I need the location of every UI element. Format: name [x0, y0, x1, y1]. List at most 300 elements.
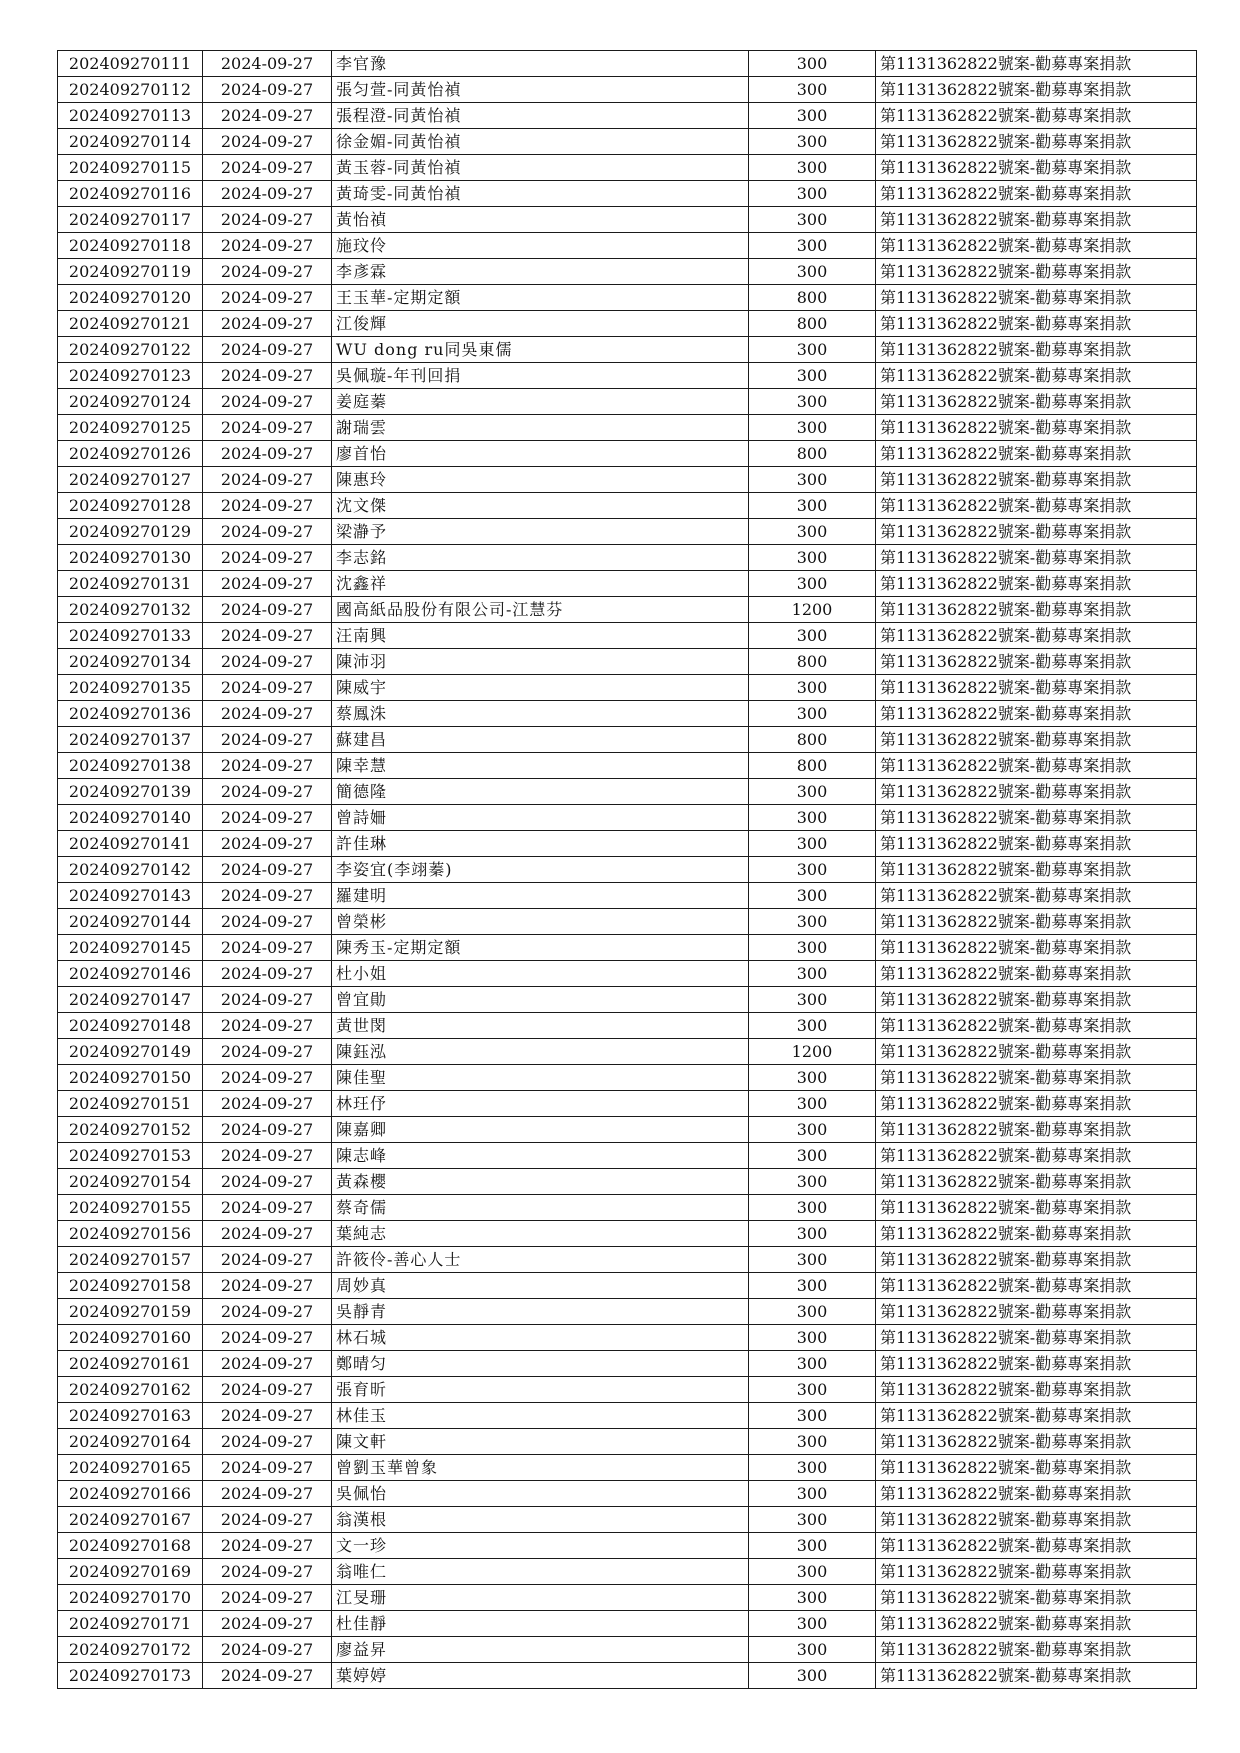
purpose-cell: 第1131362822號案-勸募專案捐款 — [876, 311, 1197, 337]
receipt-number-cell: 202409270151 — [58, 1091, 203, 1117]
donor-name-cell: 江旻珊 — [332, 1585, 749, 1611]
table-row — [58, 623, 1197, 649]
receipt-number-cell: 202409270136 — [58, 701, 203, 727]
receipt-number-cell: 202409270145 — [58, 935, 203, 961]
purpose-cell: 第1131362822號案-勸募專案捐款 — [876, 441, 1197, 467]
purpose-cell: 第1131362822號案-勸募專案捐款 — [876, 649, 1197, 675]
donor-name-cell: 杜小姐 — [332, 961, 749, 987]
donation-date-cell: 2024-09-27 — [203, 1169, 332, 1195]
donation-date-cell: 2024-09-27 — [203, 77, 332, 103]
donor-name-cell: 林石城 — [332, 1325, 749, 1351]
purpose-cell: 第1131362822號案-勸募專案捐款 — [876, 935, 1197, 961]
donor-name-cell: 林玨伃 — [332, 1091, 749, 1117]
amount-cell: 300 — [749, 805, 876, 831]
table-row — [58, 1585, 1197, 1611]
purpose-cell: 第1131362822號案-勸募專案捐款 — [876, 1013, 1197, 1039]
amount-cell: 800 — [749, 753, 876, 779]
donor-name-cell: 許筱伶-善心人士 — [332, 1247, 749, 1273]
purpose-cell: 第1131362822號案-勸募專案捐款 — [876, 675, 1197, 701]
table-row — [58, 1325, 1197, 1351]
receipt-number-cell: 202409270124 — [58, 389, 203, 415]
donation-date-cell: 2024-09-27 — [203, 623, 332, 649]
donation-date-cell: 2024-09-27 — [203, 181, 332, 207]
table-row — [58, 1377, 1197, 1403]
purpose-cell: 第1131362822號案-勸募專案捐款 — [876, 1585, 1197, 1611]
amount-cell: 300 — [749, 779, 876, 805]
receipt-number-cell: 202409270131 — [58, 571, 203, 597]
receipt-number-cell: 202409270148 — [58, 1013, 203, 1039]
donation-date-cell: 2024-09-27 — [203, 831, 332, 857]
amount-cell: 300 — [749, 1273, 876, 1299]
receipt-number-cell: 202409270143 — [58, 883, 203, 909]
table-row — [58, 571, 1197, 597]
donation-date-cell: 2024-09-27 — [203, 1455, 332, 1481]
receipt-number-cell: 202409270133 — [58, 623, 203, 649]
donor-name-cell: 曾宜勛 — [332, 987, 749, 1013]
purpose-cell: 第1131362822號案-勸募專案捐款 — [876, 831, 1197, 857]
amount-cell: 800 — [749, 285, 876, 311]
receipt-number-cell: 202409270113 — [58, 103, 203, 129]
donation-date-cell: 2024-09-27 — [203, 701, 332, 727]
table-row — [58, 1247, 1197, 1273]
donation-date-cell: 2024-09-27 — [203, 415, 332, 441]
table-row — [58, 1403, 1197, 1429]
amount-cell: 300 — [749, 1299, 876, 1325]
table-row — [58, 753, 1197, 779]
purpose-cell: 第1131362822號案-勸募專案捐款 — [876, 1247, 1197, 1273]
amount-cell: 300 — [749, 909, 876, 935]
receipt-number-cell: 202409270118 — [58, 233, 203, 259]
amount-cell: 300 — [749, 545, 876, 571]
donation-date-cell: 2024-09-27 — [203, 337, 332, 363]
donation-date-cell: 2024-09-27 — [203, 129, 332, 155]
donation-date-cell: 2024-09-27 — [203, 779, 332, 805]
purpose-cell: 第1131362822號案-勸募專案捐款 — [876, 1169, 1197, 1195]
table-row — [58, 259, 1197, 285]
donation-date-cell: 2024-09-27 — [203, 857, 332, 883]
purpose-cell: 第1131362822號案-勸募專案捐款 — [876, 1065, 1197, 1091]
donation-date-cell: 2024-09-27 — [203, 883, 332, 909]
donor-name-cell: 陳佳聖 — [332, 1065, 749, 1091]
receipt-number-cell: 202409270120 — [58, 285, 203, 311]
receipt-number-cell: 202409270111 — [58, 51, 203, 77]
donation-date-cell: 2024-09-27 — [203, 961, 332, 987]
purpose-cell: 第1131362822號案-勸募專案捐款 — [876, 1195, 1197, 1221]
donation-date-cell: 2024-09-27 — [203, 1065, 332, 1091]
purpose-cell: 第1131362822號案-勸募專案捐款 — [876, 1117, 1197, 1143]
table-row — [58, 207, 1197, 233]
donor-name-cell: 廖益昇 — [332, 1637, 749, 1663]
donor-name-cell: WU dong ru同吳東儒 — [332, 337, 749, 363]
donor-name-cell: 梁瀞予 — [332, 519, 749, 545]
table-row — [58, 1117, 1197, 1143]
donation-date-cell: 2024-09-27 — [203, 987, 332, 1013]
donation-date-cell: 2024-09-27 — [203, 1247, 332, 1273]
donor-name-cell: 葉婷婷 — [332, 1663, 749, 1689]
amount-cell: 300 — [749, 701, 876, 727]
donor-name-cell: 沈文傑 — [332, 493, 749, 519]
donation-date-cell: 2024-09-27 — [203, 1091, 332, 1117]
receipt-number-cell: 202409270171 — [58, 1611, 203, 1637]
donation-date-cell: 2024-09-27 — [203, 1117, 332, 1143]
donation-date-cell: 2024-09-27 — [203, 51, 332, 77]
table-row — [58, 77, 1197, 103]
table-row — [58, 675, 1197, 701]
donation-date-cell: 2024-09-27 — [203, 909, 332, 935]
purpose-cell: 第1131362822號案-勸募專案捐款 — [876, 1637, 1197, 1663]
donor-name-cell: 陳志峰 — [332, 1143, 749, 1169]
donor-name-cell: 翁唯仁 — [332, 1559, 749, 1585]
purpose-cell: 第1131362822號案-勸募專案捐款 — [876, 597, 1197, 623]
donor-name-cell: 曾榮彬 — [332, 909, 749, 935]
amount-cell: 300 — [749, 493, 876, 519]
donation-date-cell: 2024-09-27 — [203, 1507, 332, 1533]
amount-cell: 300 — [749, 1091, 876, 1117]
table-row — [58, 1039, 1197, 1065]
purpose-cell: 第1131362822號案-勸募專案捐款 — [876, 623, 1197, 649]
donation-date-cell: 2024-09-27 — [203, 1585, 332, 1611]
donor-name-cell: 姜庭蓁 — [332, 389, 749, 415]
donor-name-cell: 蔡奇儒 — [332, 1195, 749, 1221]
purpose-cell: 第1131362822號案-勸募專案捐款 — [876, 805, 1197, 831]
table-row — [58, 727, 1197, 753]
receipt-number-cell: 202409270121 — [58, 311, 203, 337]
purpose-cell: 第1131362822號案-勸募專案捐款 — [876, 519, 1197, 545]
donation-date-cell: 2024-09-27 — [203, 1039, 332, 1065]
donation-date-cell: 2024-09-27 — [203, 1403, 332, 1429]
donor-name-cell: 施玟伶 — [332, 233, 749, 259]
donor-name-cell: 陳幸慧 — [332, 753, 749, 779]
receipt-number-cell: 202409270156 — [58, 1221, 203, 1247]
purpose-cell: 第1131362822號案-勸募專案捐款 — [876, 337, 1197, 363]
receipt-number-cell: 202409270150 — [58, 1065, 203, 1091]
amount-cell: 300 — [749, 1663, 876, 1689]
purpose-cell: 第1131362822號案-勸募專案捐款 — [876, 857, 1197, 883]
donor-name-cell: 黃琦雯-同黃怡禎 — [332, 181, 749, 207]
amount-cell: 300 — [749, 1065, 876, 1091]
donor-name-cell: 許佳琳 — [332, 831, 749, 857]
donor-name-cell: 羅建明 — [332, 883, 749, 909]
receipt-number-cell: 202409270138 — [58, 753, 203, 779]
receipt-number-cell: 202409270135 — [58, 675, 203, 701]
donation-date-cell: 2024-09-27 — [203, 935, 332, 961]
donation-date-cell: 2024-09-27 — [203, 727, 332, 753]
donor-name-cell: 吳佩璇-年刊回捐 — [332, 363, 749, 389]
amount-cell: 300 — [749, 675, 876, 701]
receipt-number-cell: 202409270122 — [58, 337, 203, 363]
purpose-cell: 第1131362822號案-勸募專案捐款 — [876, 987, 1197, 1013]
table-row — [58, 389, 1197, 415]
purpose-cell: 第1131362822號案-勸募專案捐款 — [876, 1663, 1197, 1689]
purpose-cell: 第1131362822號案-勸募專案捐款 — [876, 1273, 1197, 1299]
amount-cell: 300 — [749, 1533, 876, 1559]
receipt-number-cell: 202409270163 — [58, 1403, 203, 1429]
table-row — [58, 285, 1197, 311]
receipt-number-cell: 202409270134 — [58, 649, 203, 675]
amount-cell: 300 — [749, 363, 876, 389]
receipt-number-cell: 202409270116 — [58, 181, 203, 207]
donor-name-cell: 陳鈺泓 — [332, 1039, 749, 1065]
donation-date-cell: 2024-09-27 — [203, 363, 332, 389]
donation-date-cell: 2024-09-27 — [203, 103, 332, 129]
donation-table-body — [58, 51, 1197, 1689]
receipt-number-cell: 202409270149 — [58, 1039, 203, 1065]
donation-date-cell: 2024-09-27 — [203, 753, 332, 779]
table-row — [58, 129, 1197, 155]
table-row — [58, 1169, 1197, 1195]
donor-name-cell: 吳佩怡 — [332, 1481, 749, 1507]
receipt-number-cell: 202409270146 — [58, 961, 203, 987]
amount-cell: 300 — [749, 77, 876, 103]
receipt-number-cell: 202409270162 — [58, 1377, 203, 1403]
receipt-number-cell: 202409270161 — [58, 1351, 203, 1377]
table-row — [58, 1637, 1197, 1663]
table-row — [58, 1221, 1197, 1247]
amount-cell: 1200 — [749, 597, 876, 623]
donor-name-cell: 黃玉蓉-同黃怡禎 — [332, 155, 749, 181]
table-row — [58, 493, 1197, 519]
amount-cell: 300 — [749, 181, 876, 207]
amount-cell: 300 — [749, 1169, 876, 1195]
table-row — [58, 831, 1197, 857]
amount-cell: 300 — [749, 103, 876, 129]
donation-date-cell: 2024-09-27 — [203, 1377, 332, 1403]
amount-cell: 300 — [749, 1325, 876, 1351]
purpose-cell: 第1131362822號案-勸募專案捐款 — [876, 389, 1197, 415]
donation-date-cell: 2024-09-27 — [203, 1429, 332, 1455]
table-row — [58, 1533, 1197, 1559]
purpose-cell: 第1131362822號案-勸募專案捐款 — [876, 727, 1197, 753]
donation-date-cell: 2024-09-27 — [203, 571, 332, 597]
amount-cell: 300 — [749, 1117, 876, 1143]
purpose-cell: 第1131362822號案-勸募專案捐款 — [876, 1429, 1197, 1455]
table-row — [58, 337, 1197, 363]
amount-cell: 300 — [749, 259, 876, 285]
purpose-cell: 第1131362822號案-勸募專案捐款 — [876, 909, 1197, 935]
amount-cell: 300 — [749, 1637, 876, 1663]
amount-cell: 300 — [749, 1403, 876, 1429]
receipt-number-cell: 202409270168 — [58, 1533, 203, 1559]
receipt-number-cell: 202409270125 — [58, 415, 203, 441]
purpose-cell: 第1131362822號案-勸募專案捐款 — [876, 77, 1197, 103]
receipt-number-cell: 202409270140 — [58, 805, 203, 831]
amount-cell: 300 — [749, 571, 876, 597]
amount-cell: 800 — [749, 311, 876, 337]
amount-cell: 300 — [749, 1481, 876, 1507]
donation-date-cell: 2024-09-27 — [203, 1299, 332, 1325]
table-row — [58, 467, 1197, 493]
amount-cell: 300 — [749, 415, 876, 441]
table-row — [58, 181, 1197, 207]
receipt-number-cell: 202409270173 — [58, 1663, 203, 1689]
table-row — [58, 1507, 1197, 1533]
table-row — [58, 1481, 1197, 1507]
donation-date-cell: 2024-09-27 — [203, 155, 332, 181]
purpose-cell: 第1131362822號案-勸募專案捐款 — [876, 181, 1197, 207]
donation-table — [57, 50, 1197, 1689]
donor-name-cell: 張程澄-同黃怡禎 — [332, 103, 749, 129]
receipt-number-cell: 202409270160 — [58, 1325, 203, 1351]
purpose-cell: 第1131362822號案-勸募專案捐款 — [876, 1403, 1197, 1429]
receipt-number-cell: 202409270144 — [58, 909, 203, 935]
receipt-number-cell: 202409270137 — [58, 727, 203, 753]
donation-date-cell: 2024-09-27 — [203, 1611, 332, 1637]
donor-name-cell: 黃世閔 — [332, 1013, 749, 1039]
receipt-number-cell: 202409270112 — [58, 77, 203, 103]
donor-name-cell: 李志銘 — [332, 545, 749, 571]
donor-name-cell: 李彥霖 — [332, 259, 749, 285]
table-row — [58, 883, 1197, 909]
donor-name-cell: 李官豫 — [332, 51, 749, 77]
table-row — [58, 1195, 1197, 1221]
amount-cell: 300 — [749, 207, 876, 233]
receipt-number-cell: 202409270155 — [58, 1195, 203, 1221]
donor-name-cell: 翁漢根 — [332, 1507, 749, 1533]
donor-name-cell: 曾劉玉華曾象 — [332, 1455, 749, 1481]
donation-date-cell: 2024-09-27 — [203, 1559, 332, 1585]
amount-cell: 300 — [749, 857, 876, 883]
purpose-cell: 第1131362822號案-勸募專案捐款 — [876, 415, 1197, 441]
donor-name-cell: 李姿宜(李翊蓁) — [332, 857, 749, 883]
donor-name-cell: 陳文軒 — [332, 1429, 749, 1455]
purpose-cell: 第1131362822號案-勸募專案捐款 — [876, 1221, 1197, 1247]
receipt-number-cell: 202409270165 — [58, 1455, 203, 1481]
donation-date-cell: 2024-09-27 — [203, 389, 332, 415]
receipt-number-cell: 202409270115 — [58, 155, 203, 181]
purpose-cell: 第1131362822號案-勸募專案捐款 — [876, 285, 1197, 311]
donor-name-cell: 江俊輝 — [332, 311, 749, 337]
purpose-cell: 第1131362822號案-勸募專案捐款 — [876, 1559, 1197, 1585]
receipt-number-cell: 202409270114 — [58, 129, 203, 155]
purpose-cell: 第1131362822號案-勸募專案捐款 — [876, 961, 1197, 987]
donation-date-cell: 2024-09-27 — [203, 441, 332, 467]
donation-date-cell: 2024-09-27 — [203, 1195, 332, 1221]
receipt-number-cell: 202409270129 — [58, 519, 203, 545]
amount-cell: 300 — [749, 623, 876, 649]
purpose-cell: 第1131362822號案-勸募專案捐款 — [876, 467, 1197, 493]
table-row — [58, 1091, 1197, 1117]
purpose-cell: 第1131362822號案-勸募專案捐款 — [876, 207, 1197, 233]
amount-cell: 300 — [749, 935, 876, 961]
purpose-cell: 第1131362822號案-勸募專案捐款 — [876, 701, 1197, 727]
table-row — [58, 987, 1197, 1013]
purpose-cell: 第1131362822號案-勸募專案捐款 — [876, 1351, 1197, 1377]
donor-name-cell: 吳靜青 — [332, 1299, 749, 1325]
donation-date-cell: 2024-09-27 — [203, 1325, 332, 1351]
purpose-cell: 第1131362822號案-勸募專案捐款 — [876, 883, 1197, 909]
receipt-number-cell: 202409270127 — [58, 467, 203, 493]
donor-name-cell: 沈鑫祥 — [332, 571, 749, 597]
table-row — [58, 649, 1197, 675]
purpose-cell: 第1131362822號案-勸募專案捐款 — [876, 1039, 1197, 1065]
amount-cell: 300 — [749, 1247, 876, 1273]
amount-cell: 300 — [749, 1351, 876, 1377]
amount-cell: 300 — [749, 1429, 876, 1455]
amount-cell: 300 — [749, 1455, 876, 1481]
donor-name-cell: 杜佳靜 — [332, 1611, 749, 1637]
purpose-cell: 第1131362822號案-勸募專案捐款 — [876, 1507, 1197, 1533]
amount-cell: 300 — [749, 1585, 876, 1611]
amount-cell: 800 — [749, 727, 876, 753]
donation-date-cell: 2024-09-27 — [203, 1351, 332, 1377]
purpose-cell: 第1131362822號案-勸募專案捐款 — [876, 779, 1197, 805]
receipt-number-cell: 202409270139 — [58, 779, 203, 805]
donor-name-cell: 陳嘉卿 — [332, 1117, 749, 1143]
amount-cell: 800 — [749, 441, 876, 467]
donor-name-cell: 陳秀玉-定期定額 — [332, 935, 749, 961]
table-row — [58, 103, 1197, 129]
table-row — [58, 545, 1197, 571]
purpose-cell: 第1131362822號案-勸募專案捐款 — [876, 155, 1197, 181]
purpose-cell: 第1131362822號案-勸募專案捐款 — [876, 363, 1197, 389]
donor-name-cell: 廖首怡 — [332, 441, 749, 467]
amount-cell: 300 — [749, 1195, 876, 1221]
donor-name-cell: 陳沛羽 — [332, 649, 749, 675]
amount-cell: 300 — [749, 987, 876, 1013]
amount-cell: 300 — [749, 1143, 876, 1169]
donor-name-cell: 蔡鳳洙 — [332, 701, 749, 727]
donor-name-cell: 黃森櫻 — [332, 1169, 749, 1195]
table-row — [58, 935, 1197, 961]
amount-cell: 300 — [749, 961, 876, 987]
purpose-cell: 第1131362822號案-勸募專案捐款 — [876, 545, 1197, 571]
donor-name-cell: 徐金媚-同黃怡禎 — [332, 129, 749, 155]
purpose-cell: 第1131362822號案-勸募專案捐款 — [876, 259, 1197, 285]
table-row — [58, 1351, 1197, 1377]
donation-date-cell: 2024-09-27 — [203, 493, 332, 519]
donation-date-cell: 2024-09-27 — [203, 207, 332, 233]
table-row — [58, 805, 1197, 831]
donation-date-cell: 2024-09-27 — [203, 311, 332, 337]
donation-date-cell: 2024-09-27 — [203, 259, 332, 285]
donor-name-cell: 周妙真 — [332, 1273, 749, 1299]
donor-name-cell: 林佳玉 — [332, 1403, 749, 1429]
receipt-number-cell: 202409270164 — [58, 1429, 203, 1455]
receipt-number-cell: 202409270167 — [58, 1507, 203, 1533]
purpose-cell: 第1131362822號案-勸募專案捐款 — [876, 571, 1197, 597]
purpose-cell: 第1131362822號案-勸募專案捐款 — [876, 1299, 1197, 1325]
donation-date-cell: 2024-09-27 — [203, 1221, 332, 1247]
donor-name-cell: 汪南興 — [332, 623, 749, 649]
receipt-number-cell: 202409270126 — [58, 441, 203, 467]
receipt-number-cell: 202409270159 — [58, 1299, 203, 1325]
donation-date-cell: 2024-09-27 — [203, 1143, 332, 1169]
purpose-cell: 第1131362822號案-勸募專案捐款 — [876, 1533, 1197, 1559]
receipt-number-cell: 202409270169 — [58, 1559, 203, 1585]
table-row — [58, 1299, 1197, 1325]
donor-name-cell: 謝瑞雲 — [332, 415, 749, 441]
receipt-number-cell: 202409270132 — [58, 597, 203, 623]
amount-cell: 300 — [749, 1013, 876, 1039]
purpose-cell: 第1131362822號案-勸募專案捐款 — [876, 1455, 1197, 1481]
amount-cell: 300 — [749, 467, 876, 493]
amount-cell: 300 — [749, 1559, 876, 1585]
donor-name-cell: 葉純志 — [332, 1221, 749, 1247]
donor-name-cell: 張匀萱-同黃怡禎 — [332, 77, 749, 103]
table-row — [58, 1273, 1197, 1299]
donation-date-cell: 2024-09-27 — [203, 1481, 332, 1507]
donation-date-cell: 2024-09-27 — [203, 233, 332, 259]
table-row — [58, 701, 1197, 727]
donor-name-cell: 曾詩姍 — [332, 805, 749, 831]
purpose-cell: 第1131362822號案-勸募專案捐款 — [876, 1481, 1197, 1507]
purpose-cell: 第1131362822號案-勸募專案捐款 — [876, 1091, 1197, 1117]
purpose-cell: 第1131362822號案-勸募專案捐款 — [876, 1611, 1197, 1637]
donor-name-cell: 王玉華-定期定額 — [332, 285, 749, 311]
receipt-number-cell: 202409270123 — [58, 363, 203, 389]
donor-name-cell: 簡德隆 — [332, 779, 749, 805]
table-row — [58, 1611, 1197, 1637]
